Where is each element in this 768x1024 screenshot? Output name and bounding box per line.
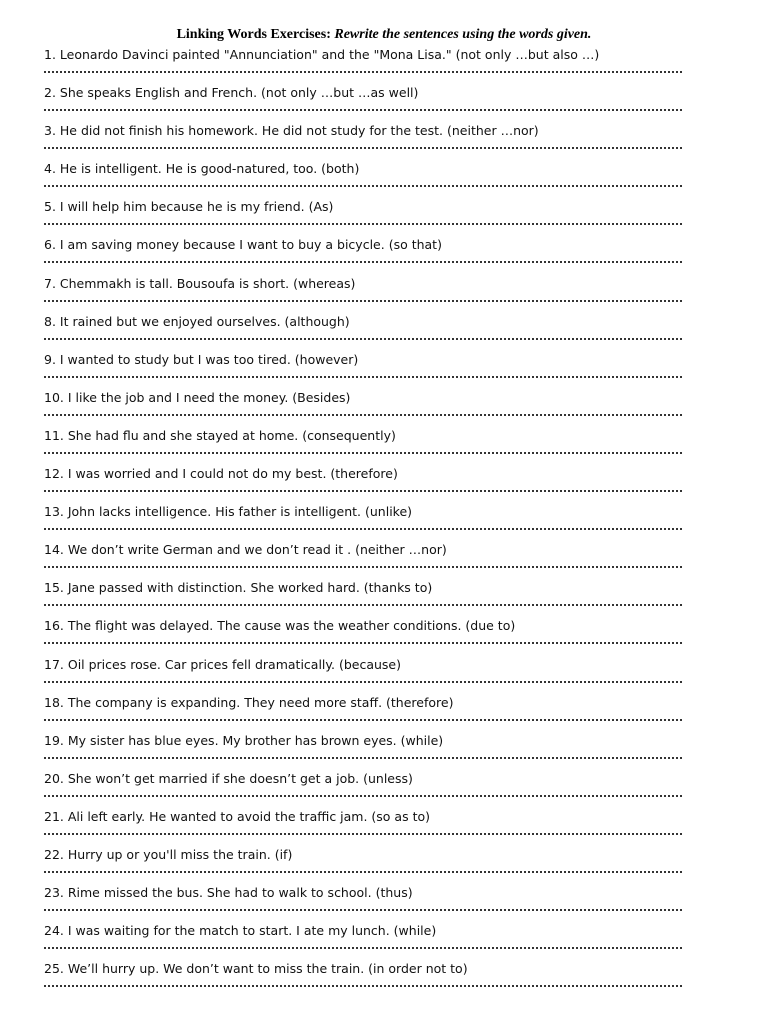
answer-line[interactable] [44, 300, 682, 302]
exercise-item [44, 196, 684, 234]
exercise-item [44, 806, 684, 844]
answer-line[interactable] [44, 109, 682, 111]
exercise-item [44, 425, 684, 463]
exercise-sentence: 20. She won’t get married if she doesn’t get a job. (unless) [44, 770, 413, 786]
answer-line[interactable] [44, 985, 682, 987]
exercise-item [44, 577, 684, 615]
exercise-sentence: 4. He is intelligent. He is good-natured, too. (both) [44, 161, 360, 177]
exercise-item [44, 273, 684, 311]
exercise-item [44, 654, 684, 692]
exercise-sentence: 11. She had flu and she stayed at home. (consequently) [44, 427, 396, 443]
exercise-item [44, 692, 684, 730]
exercise-item [44, 882, 684, 920]
exercise-item [44, 349, 684, 387]
exercise-sentence: 9. I wanted to study but I was too tired. (however) [44, 351, 359, 367]
exercise-item [44, 844, 684, 882]
exercise-sentence: 23. Rime missed the bus. She had to walk to school. (thus) [44, 885, 413, 901]
exercise-sentence: 12. I was worried and I could not do my best. (therefore) [44, 466, 398, 482]
exercise-sentence: 14. We don’t write German and we don’t read it . (neither …nor) [44, 542, 447, 558]
exercise-list [44, 44, 684, 996]
title-instruction: Rewrite the sentences using the words given. [334, 27, 592, 42]
exercise-item [44, 615, 684, 653]
exercise-item [44, 768, 684, 806]
answer-line[interactable] [44, 642, 682, 644]
answer-line[interactable] [44, 871, 682, 873]
answer-line[interactable] [44, 947, 682, 949]
answer-line[interactable] [44, 261, 682, 263]
answer-line[interactable] [44, 147, 682, 149]
exercise-item [44, 82, 684, 120]
answer-line[interactable] [44, 490, 682, 492]
answer-line[interactable] [44, 719, 682, 721]
answer-line[interactable] [44, 528, 682, 530]
exercise-sentence: 17. Oil prices rose. Car prices fell dramatically. (because) [44, 656, 401, 672]
exercise-sentence: 13. John lacks intelligence. His father is intelligent. (unlike) [44, 504, 413, 520]
exercise-sentence: 16. The flight was delayed. The cause was the weather conditions. (due to) [44, 618, 516, 634]
answer-line[interactable] [44, 185, 682, 187]
exercise-item [44, 234, 684, 272]
exercise-item [44, 539, 684, 577]
exercise-sentence: 1. Leonardo Davinci painted "Annunciation" and the "Mona Lisa." (not only …but also …) [44, 47, 600, 62]
exercise-item [44, 120, 684, 158]
answer-line[interactable] [44, 223, 682, 225]
answer-line[interactable] [44, 71, 682, 73]
exercise-item [44, 730, 684, 768]
exercise-sentence: 5. I will help him because he is my friend. (As) [44, 199, 334, 215]
exercise-item [44, 958, 684, 996]
exercise-sentence: 3. He did not finish his homework. He did not study for the test. (neither …nor) [44, 123, 539, 139]
answer-line[interactable] [44, 452, 682, 454]
worksheet-title [0, 27, 768, 43]
title-heading: Linking Words Exercises: [176, 27, 335, 42]
exercise-sentence: 19. My sister has blue eyes. My brother has brown eyes. (while) [44, 732, 444, 748]
exercise-item [44, 158, 684, 196]
exercise-item [44, 920, 684, 958]
answer-line[interactable] [44, 338, 682, 340]
exercise-sentence: 10. I like the job and I need the money. (Besides) [44, 389, 351, 405]
exercise-sentence: 2. She speaks English and French. (not only …but …as well) [44, 85, 419, 101]
exercise-sentence: 7. Chemmakh is tall. Bousoufa is short. (whereas) [44, 275, 356, 291]
answer-line[interactable] [44, 757, 682, 759]
answer-line[interactable] [44, 604, 682, 606]
exercise-sentence: 21. Ali left early. He wanted to avoid the traffic jam. (so as to) [44, 808, 430, 824]
exercise-sentence: 24. I was waiting for the match to start. I ate my lunch. (while) [44, 923, 437, 939]
exercise-item [44, 311, 684, 349]
exercise-item [44, 387, 684, 425]
exercise-sentence: 6. I am saving money because I want to buy a bicycle. (so that) [44, 237, 442, 253]
exercise-sentence: 18. The company is expanding. They need more staff. (therefore) [44, 694, 454, 710]
answer-line[interactable] [44, 833, 682, 835]
exercise-item [44, 44, 684, 82]
exercise-item [44, 463, 684, 501]
exercise-sentence: 8. It rained but we enjoyed ourselves. (although) [44, 313, 350, 329]
answer-line[interactable] [44, 376, 682, 378]
exercise-sentence: 22. Hurry up or you'll miss the train. (if) [44, 846, 293, 862]
exercise-item [44, 501, 684, 539]
answer-line[interactable] [44, 566, 682, 568]
exercise-sentence: 25. We’ll hurry up. We don’t want to miss the train. (in order not to) [44, 961, 468, 977]
answer-line[interactable] [44, 681, 682, 683]
answer-line[interactable] [44, 795, 682, 797]
answer-line[interactable] [44, 414, 682, 416]
exercise-sentence: 15. Jane passed with distinction. She worked hard. (thanks to) [44, 580, 433, 596]
answer-line[interactable] [44, 909, 682, 911]
